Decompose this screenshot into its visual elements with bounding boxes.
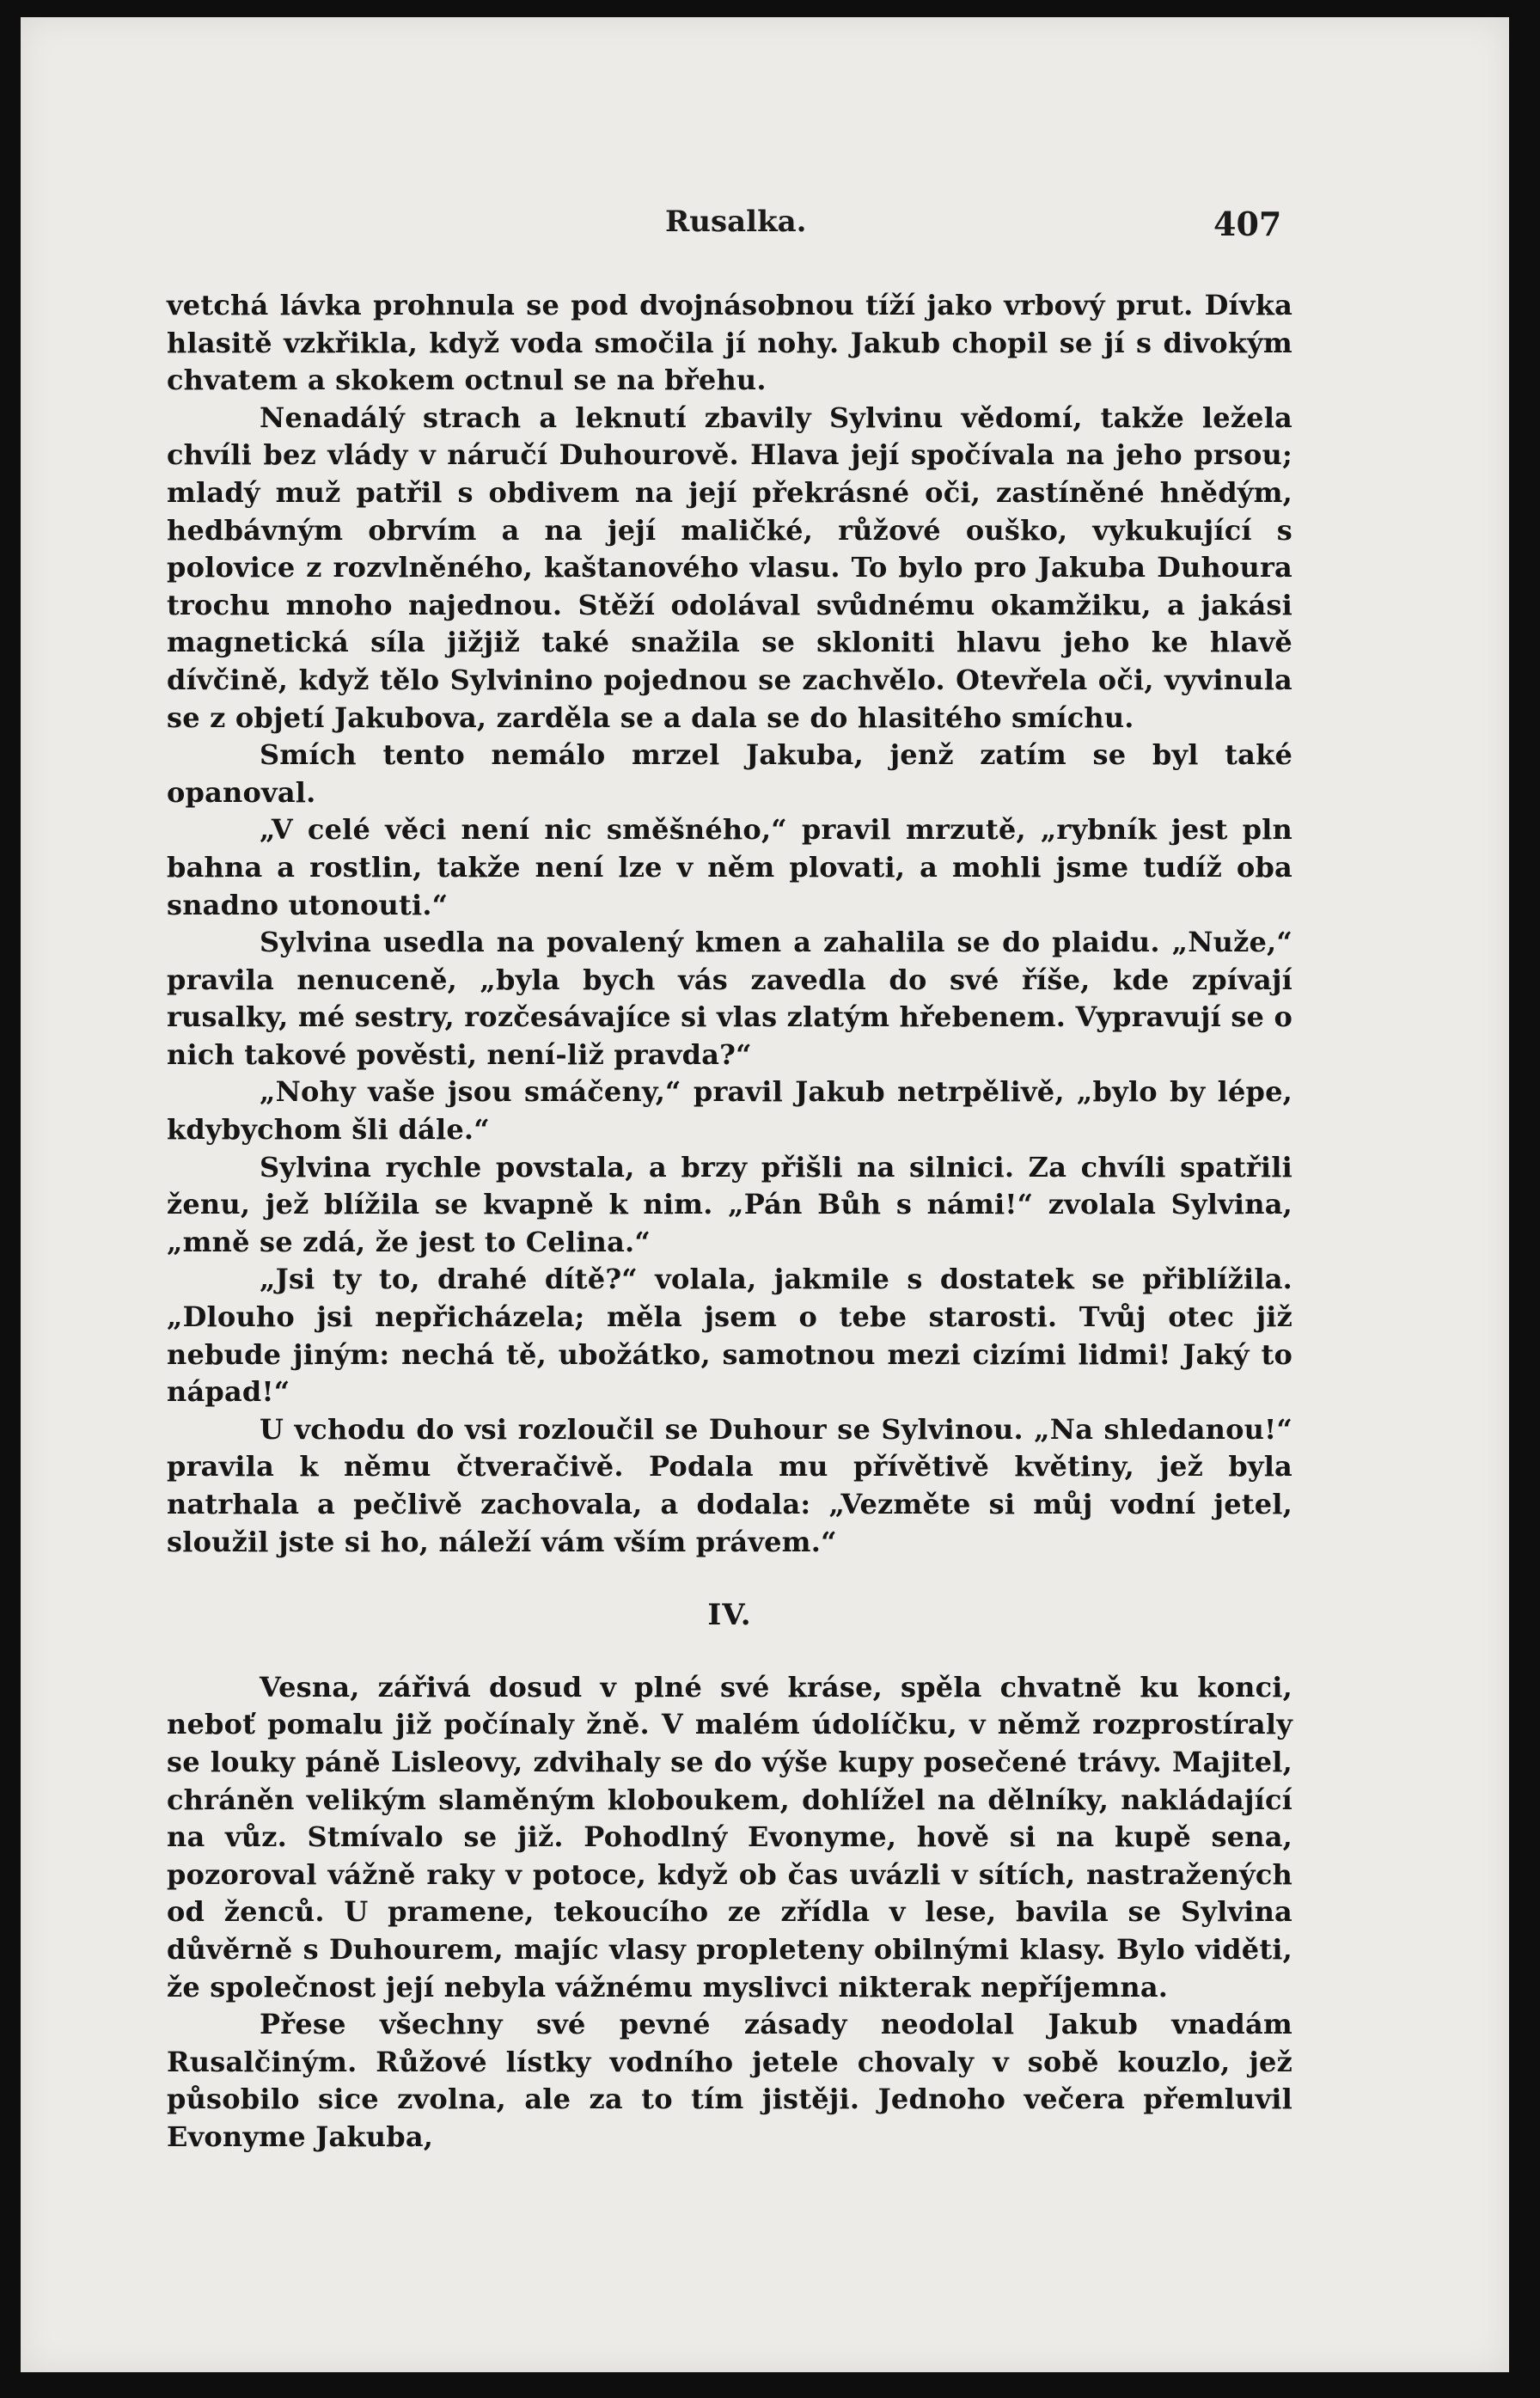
page-header <box>21 205 1509 248</box>
paragraph: U vchodu do vsi rozloučil se Duhour se Sylvinou. „Na shledanou!“ pravila k němu čtveračivě. Podala mu přívětivě květiny, jež byla natrhala a pečlivě zachovala, a dodala: „Vezměte si můj vodní jetel, sloužil jste si ho, náleží vám vším právem.“ <box>167 1412 1292 1558</box>
book-page <box>21 17 1509 2372</box>
paragraph: Nenadálý strach a leknutí zbavily Sylvinu vědomí, takže ležela chvíli bez vlády v náručí Duhourově. Hlava její spočívala na jeho prsou; mladý muž patřil s obdivem na její překrásné oči, zastíněné hnědým, hedbávným obrvím a na její maličké, růžové ouško, vykukující s polovice z rozvlněného, kaštanového vlasu. To bylo pro Jakuba Duhoura trochu mnoho najednou. Stěží odolával svůdnému okamžiku, a jakási magnetická síla jižjiž také snažila se skloniti hlavu jeho ke hlavě dívčině, když tělo Sylvinino pojednou se zachvělo. Otevřela oči, vyvinula se z objetí Jakubova, zarděla se a dala se do hlasitého smíchu. <box>167 401 1292 734</box>
paragraph: „Nohy vaše jsou smáčeny,“ pravil Jakub netrpělivě, „bylo by lépe, kdybychom šli dále.“ <box>167 1075 1292 1147</box>
paragraph: „V celé věci není nic směšného,“ pravil mrzutě, „rybník jest pln bahna a rostlin, takže není lze v něm plovati, a mohli jsme tudíž oba snadno utonouti.“ <box>167 813 1292 921</box>
page-number: 407 <box>1213 205 1282 243</box>
section-heading: IV. <box>707 1598 752 1633</box>
paragraph: Sylvina rychle povstala, a brzy přišli na silnici. Za chvíli spatřili ženu, jež blížila se kvapně k nim. „Pán Bůh s námi!“ zvolala Sylvina, „mně se zdá, že jest to Celina.“ <box>167 1150 1292 1258</box>
paragraph: Vesna, zářivá dosud v plné své kráse, spěla chvatně ku konci, neboť pomalu již počínaly žně. V malém údolíčku, v němž rozprostíraly se louky páně Lisleovy, zdvihaly se do výše kupy posečené trávy. Majitel, chráněn velikým slaměným kloboukem, dohlížel na dělníky, nakládající na vůz. Stmívalo se již. Pohodlný Evonyme, hově si na kupě sena, pozoroval vážně raky v potoce, když ob čas uvázli v sítích, nastražených od ženců. U pramene, tekoucího ze zřídla v lese, bavila se Sylvina důvěrně s Duhourem, majíc vlasy propleteny obilnými klasy. Bylo viděti, že společnost její nebyla vážnému myslivci nikterak nepříjemna. <box>167 1670 1292 2003</box>
paragraph: Smích tento nemálo mrzel Jakuba, jenž zatím se byl také opanoval. <box>167 738 1292 809</box>
paragraph: Přese všechny své pevné zásady neodolal Jakub vnadám Rusalčiným. Růžové lístky vodního jetele chovaly v sobě kouzlo, jež působilo sice zvolna, ale za to tím jistěji. Jednoho večera přemluvil Evonyme Jakuba, <box>167 2008 1292 2153</box>
body-text <box>167 287 1292 2156</box>
paragraph: Sylvina usedla na povalený kmen a zahalila se do plaidu. „Nuže,“ pravila nenuceně, „byla bych vás zavedla do své říše, kde zpívají rusalky, mé sestry, rozčesávajíce si vlas zlatým hřebenem. Vypravují se o nich takové pověsti, není-liž pravda?“ <box>167 926 1292 1071</box>
paragraph: vetchá lávka prohnula se pod dvojnásobnou tíží jako vrbový prut. Dívka hlasitě vzkřikla, když voda smočila jí nohy. Jakub chopil se jí s divokým chvatem a skokem octnul se na břehu. <box>167 289 1292 397</box>
paragraph: „Jsi ty to, drahé dítě?“ volala, jakmile s dostatek se přiblížila. „Dlouho jsi nepřicházela; měla jsem o tebe starosti. Tvůj otec již nebude jiným: nechá tě, ubožátko, samotnou mezi cizími lidmi! Jaký to nápad!“ <box>167 1263 1292 1409</box>
running-title: Rusalka. <box>665 205 807 239</box>
